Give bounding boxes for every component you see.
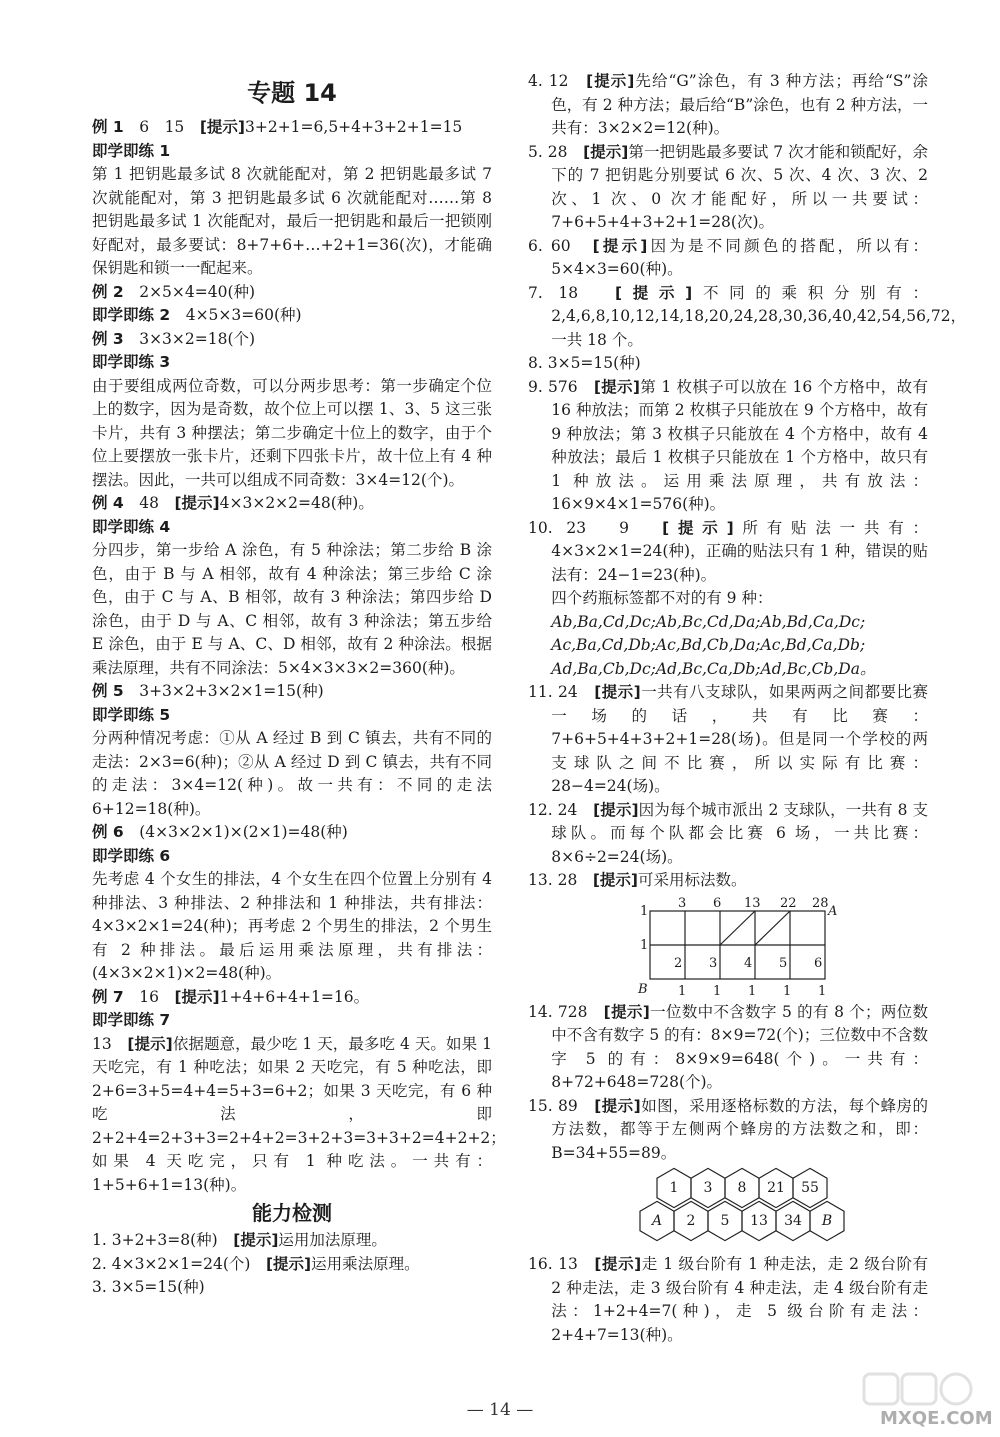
paragraph: 例 4 48 [提示]4×3×2×2=48(种)。 — [92, 494, 374, 512]
hex-top-value: 1 — [669, 1180, 679, 1196]
hex-bottom-value: 5 — [720, 1213, 730, 1229]
page-title: 专题 14 — [247, 79, 337, 107]
hex-bottom-b: B — [821, 1213, 833, 1229]
grid-mid-value: 4 — [744, 955, 753, 971]
grid-corner-b: B — [638, 981, 648, 997]
paragraph: 分两种情况考虑：①从 A 经过 B 到 C 镇去，共有不同的走法：2×3=6(种)；②从 A 经过 D 到 C 镇去，共有不同的走法：3×4=12(种)。故一共有：不同的走法 6+12=18(种)。 — [92, 729, 492, 818]
label-combination: Ac,Ba,Cd,Db;Ac,Bd,Cb,Da;Ac,Bd,Ca,Db; — [551, 636, 866, 654]
paragraph: 13 [提示]依据题意，最少吃 1 天，最多吃 4 天。如果 1 天吃完，有 1 种吃法；如果 2 天吃完，有 5 种吃法，即 2+6=3+5=4+4=5+3=6+2；如果 3 天吃完，有 6 种吃法，即 2+2+4=2+3+3=2+4+2=3+2+3=3+3+2=4+2+2；如果 4 天吃完，只有 1 种吃法。一共有：1+5+6+1=13(种)。 — [92, 1034, 506, 1194]
grid-top-value: 6 — [713, 895, 722, 911]
paragraph: 例 3 3×3×2=18(个) — [92, 329, 256, 348]
grid-mid-value: 2 — [674, 955, 683, 971]
grid-corner-a: A — [828, 903, 838, 919]
paragraph: 分四步，第一步给 A 涂色，有 5 种涂法；第二步给 B 涂色，由于 B 与 A 相邻，故有 4 种涂法；第三步给 C 涂色，由于 C 与 A、B 相邻，故有 3 种涂法；第四步给 D 涂色，由于 D 与 A、C 相邻，故有 3 种涂法；第五步给 E 涂色，由于 E 与 A、C、D 相邻，故有 2 种涂法。根据乘法原理，共有不同涂法：5×4×3×3×2=360(种)。 — [92, 541, 492, 677]
paragraph: 例 6 (4×3×2×1)×(2×1)=48(种) — [92, 823, 348, 841]
answer-item: 14. 728 [提示]一位数中不含数字 5 的有 8 个；两位数中不含有数字 5 的有：8×9=72(个)；三位数中不含数字 5 的有：8×9×9=648(个)。一共有：8+72+648=728(个)。 — [528, 1002, 928, 1091]
grid-bottom-value: 1 — [783, 983, 792, 999]
answer-item: 2. 4×3×2×1=24(个) [提示]运用乘法原理。 — [92, 1254, 420, 1273]
section-label: 即学即练 3 — [92, 353, 171, 371]
grid-mid-value: 3 — [709, 955, 718, 971]
answer-item: 13. 28 [提示]可采用标法数。 — [528, 871, 747, 889]
answer-item: 1. 3+2+3=8(种) [提示]运用加法原理。 — [92, 1231, 387, 1249]
right-column — [528, 70, 967, 1347]
honeycomb-diagram — [528, 1167, 928, 1251]
label-combination: Ab,Ba,Cd,Dc;Ab,Bc,Cd,Da;Ab,Bd,Ca,Dc; — [551, 612, 866, 631]
answer-item: 4. 12 [提示]先给“G”涂色，有 3 种方法；再给“S”涂色，有 2 种方法；最后给“B”涂色，也有 2 种方法，一共有：3×2×2=12(种)。 — [528, 72, 928, 137]
answer-item: 5. 28 [提示]第一把钥匙最多要试 7 次才能和锁配好，余下的 7 把钥匙分别要试 6 次、5 次、4 次、3 次、2 次、1 次、0 次才能配好，所以一共要试：7+6+5+4+3+2+1=28(次)。 — [528, 142, 928, 231]
answer-item: 16. 13 [提示]走 1 级台阶有 1 种走法，走 2 级台阶有 2 种走法，走 3 级台阶有 4 种走法，走 4 级台阶有走法：1+2+4=7(种)，走 5 级台阶有走法：2+4+7=13(种)。 — [528, 1255, 928, 1344]
hex-bottom-value: 34 — [784, 1213, 802, 1229]
grid-top-value: 28 — [812, 895, 829, 911]
paragraph: 先考虑 4 个女生的排法，4 个女生在四个位置上分别有 4 种排法、3 种排法、2 种排法和 1 种排法，共有排法：4×3×2×1=24(种)；再考虑 2 个男生的排法，2 个男生有 2 种排法。最后运用乘法原理，共有排法：(4×3×2×1)×2=48(种)。 — [92, 870, 492, 982]
grid-mid-left: 1 — [640, 937, 649, 953]
grid-bottom-value: 1 — [713, 983, 722, 999]
answer-item: 3. 3×5=15(种) — [92, 1278, 205, 1296]
grid-bottom-value: 1 — [678, 983, 687, 999]
paragraph: 例 2 2×5×4=40(种) — [92, 282, 256, 301]
paragraph: 例 1 6 15 [提示]3+2+1=6,5+4+3+2+1=15 — [92, 118, 463, 136]
answer-item: 8. 3×5=15(种) — [528, 354, 641, 372]
paragraph: 第 1 把钥匙最多试 8 次就能配对，第 2 把钥匙最多试 7 次就能配对，第 3 把钥匙最多试 6 次就能配对……第 8 把钥匙最多试 1 次能配对，最后一把钥匙和最后一把锁刚好配对，最多要试：8+7+6+…+2+1=36(次)，才能确保钥匙和锁一一配起来。 — [92, 165, 492, 277]
hex-bottom-value: 13 — [750, 1213, 768, 1229]
paragraph: 即学即练 2 4×5×3=60(种) — [92, 306, 302, 324]
section-label: 即学即练 5 — [92, 705, 171, 724]
grid-mid-value: 6 — [814, 955, 823, 971]
answer-item: 12. 24 [提示]因为每个城市派出 2 支球队，一共有 8 支球队。而每个队都会比赛 6 场，一共比赛：8×6÷2=24(场)。 — [528, 800, 928, 866]
grid-top-value: 22 — [780, 895, 797, 911]
answer-item: 7. 18 [提示]不同的乘积分别有：2,4,6,8,10,12,14,18,20,24,28,30,36,40,42,54,56,72，一共 18 个。 — [528, 283, 967, 349]
hex-top-value: 55 — [801, 1180, 819, 1196]
answer-item: 15. 89 [提示]如图，采用逐格标数的方法，每个蜂房的方法数，都等于左侧两个蜂房的方法数之和，即：B=34+55=89。 — [528, 1096, 928, 1162]
grid-corner-top-left: 1 — [640, 903, 649, 919]
section-title: 能力检测 — [252, 1201, 332, 1225]
section-label: 即学即练 4 — [92, 517, 171, 536]
grid-mid-value: 5 — [779, 955, 788, 971]
hex-bottom-a: A — [651, 1213, 663, 1229]
answer-item: 9. 576 [提示]第 1 枚棋子可以放在 16 个方格中，故有 16 种放法；而第 2 枚棋子只能放在 9 个方格中，故有 9 种放法；第 3 枚棋子只能放在 4 个方格中，故有 4 种放法；最后 1 枚棋子只能放在 1 个方格中，故只有 1 种放法。运用乘法原理，共有放法：16×9×4×1=576(种)。 — [528, 377, 928, 513]
page-number: — 14 — — [466, 1400, 534, 1420]
paragraph: 例 7 16 [提示]1+4+6+4+1=16。 — [92, 987, 370, 1006]
watermark-text: MXQE.COM — [880, 1408, 993, 1429]
answer-item: 6. 60 [提示]因为是不同颜色的搭配，所以有：5×4×3=60(种)。 — [528, 236, 928, 278]
paragraph: 四个药瓶标签都不对的有 9 种： — [551, 589, 773, 607]
left-column — [92, 70, 506, 1300]
paragraph: 由于要组成两位奇数，可以分两步思考：第一步确定个位上的数字，因为是奇数，故个位上可以摆 1、3、5 这三张卡片，共有 3 种摆法；第二步确定十位上的数字，由于个位上要摆放一张卡片，还剩下四张卡片，故十位上有 4 种摆法。因此，一共可以组成不同奇数：3×4=12(个)。 — [92, 376, 492, 489]
grid-bottom-value: 1 — [818, 983, 827, 999]
grid-top-value: 13 — [744, 895, 761, 911]
hex-top-value: 8 — [737, 1180, 747, 1196]
grid-top-value: 3 — [678, 895, 687, 911]
answer-item: 10. 23 9 [提示]所有贴法一共有：4×3×2×1=24(种)，正确的贴法只有 1 种，错误的贴法有：24−1=23(种)。 — [528, 518, 928, 584]
hex-top-value: 21 — [767, 1180, 785, 1196]
answer-item: 11. 24 [提示]一共有八支球队，如果两两之间都要比赛一场的话，共有比赛：7+6+5+4+3+2+1=28(场)。但是同一个学校的两支球队之间不比赛，所以实际有比赛：28−4=24(场)。 — [528, 683, 928, 795]
label-combination: Ad,Ba,Cb,Dc;Ad,Bc,Ca,Db;Ad,Bc,Cb,Da。 — [551, 659, 876, 678]
section-label: 即学即练 7 — [92, 1011, 171, 1029]
hex-top-value: 3 — [703, 1180, 713, 1196]
section-label: 即学即练 6 — [92, 846, 171, 865]
section-label: 即学即练 1 — [92, 141, 171, 160]
grid-path-diagram — [528, 895, 928, 999]
grid-bottom-value: 1 — [748, 983, 757, 999]
hex-bottom-value: 2 — [686, 1213, 696, 1229]
paragraph: 例 5 3+3×2+3×2×1=15(种) — [92, 682, 324, 700]
